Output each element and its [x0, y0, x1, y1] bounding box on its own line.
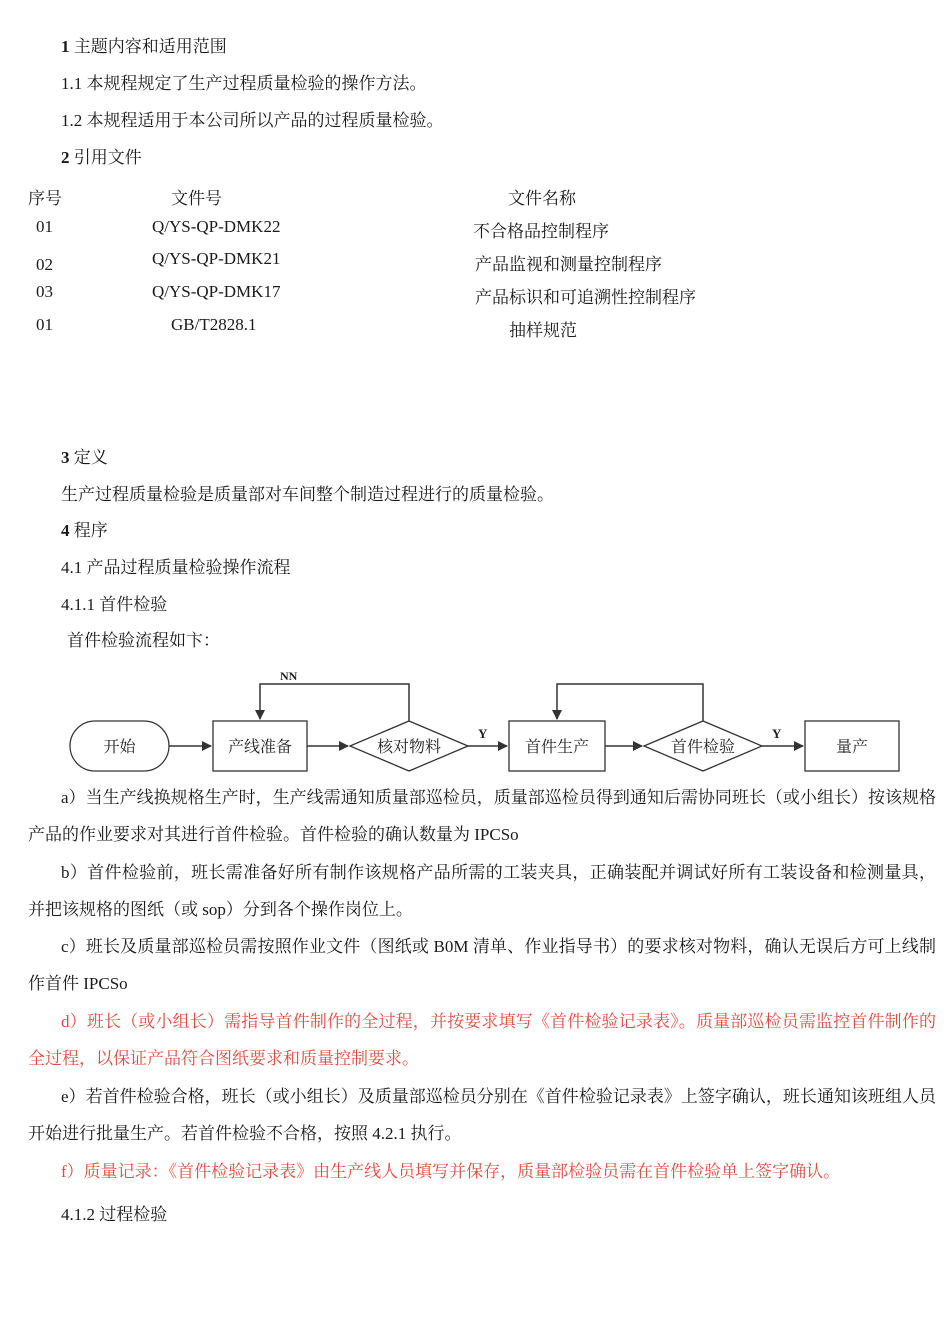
section-title: 定义 — [73, 448, 108, 467]
section-number: 3 — [61, 448, 70, 467]
flow-loop-arrow — [260, 684, 409, 721]
flow-loop-arrow — [557, 684, 703, 721]
clause-4-1-2: 4.1.2 过程检验 — [61, 1205, 168, 1224]
flow-start-label: 开始 — [103, 737, 136, 756]
table-cell-doc-no: Q/YS-QP-DMK17 — [152, 282, 281, 301]
table-cell-no: 01 — [36, 315, 53, 334]
clause-1-1: 1.1 本规程规定了生产过程质量检验的操作方法。 — [61, 74, 427, 93]
section-title: 程序 — [73, 521, 108, 540]
clause-4-1-1: 4.1.1 首件检验 — [61, 595, 168, 614]
section-number: 1 — [61, 37, 70, 56]
flow-intro: 首件检验流程如卞： — [67, 631, 220, 650]
section-number: 4 — [61, 521, 70, 540]
table-cell-no: 01 — [36, 217, 53, 236]
flow-check-material-label: 核对物料 — [376, 737, 442, 756]
table-header-doc-no: 文件号 — [171, 189, 222, 208]
section-number: 2 — [61, 148, 70, 167]
clause-1-2: 1.2 本规程适用于本公司所以产品的过程质量检验。 — [61, 111, 444, 130]
table-cell-doc-no: Q/YS-QP-DMK21 — [152, 249, 281, 268]
table-header-doc-name: 文件名称 — [508, 189, 576, 208]
paragraph-b: b）首件检验前，班长需准备好所有制作该规格产品所需的工装夹具，正确装配并调试好所有工装设备和检测量具，并把该规格的图纸（或 sop）分到各个操作岗位上。 — [28, 863, 936, 919]
flow-mass-label: 量产 — [835, 737, 869, 756]
section-title: 引用文件 — [73, 148, 142, 167]
flow-yes-label: Y — [772, 726, 782, 741]
table-header-no: 序号 — [28, 189, 62, 208]
table-cell-no: 02 — [36, 255, 53, 274]
paragraph-c: c）班长及质量部巡检员需按照作业文件（图纸或 B0M 清单、作业指导书）的要求核对物料，确认无误后方可上线制作首件 IPCSo — [28, 937, 936, 993]
table-cell-doc-name: 抽样规范 — [509, 321, 577, 340]
table-cell-doc-no: Q/YS-QP-DMK22 — [152, 217, 281, 236]
table-cell-no: 03 — [36, 282, 53, 301]
table-cell-doc-no: GB/T2828.1 — [171, 315, 257, 334]
flow-no-label: NN — [280, 669, 298, 683]
table-cell-doc-name: 不合格品控制程序 — [473, 222, 609, 241]
flow-prep-label: 产线准备 — [227, 737, 293, 756]
clause-4-1: 4.1 产品过程质量检验操作流程 — [61, 558, 291, 577]
definition-text: 生产过程质量检验是质量部对车间整个制造过程进行的质量检验。 — [61, 485, 554, 504]
table-cell-doc-name: 产品标识和可追溯性控制程序 — [475, 288, 696, 307]
flow-first-piece-label: 首件生产 — [524, 737, 590, 756]
paragraph-d: d）班长（或小组长）需指导首件制作的全过程，并按要求填写《首件检验记录表》。质量部巡检员需监控首件制作的全过程，以保证产品符合图纸要求和质量控制要求。 — [28, 1012, 936, 1068]
paragraph-f: f）质量记录：《首件检验记录表》由生产线人员填写并保存，质量部检验员需在首件检验单上签字确认。 — [61, 1162, 841, 1181]
table-cell-doc-name: 产品监视和测量控制程序 — [475, 255, 662, 274]
flow-yes-label: Y — [478, 726, 488, 741]
paragraph-a: a）当生产线换规格生产时，生产线需通知质量部巡检员，质量部巡检员得到通知后需协同班长（或小组长）按该规格产品的作业要求对其进行首件检验。首件检验的确认数量为 IPCSo — [28, 788, 936, 844]
flow-first-inspect-label: 首件检验 — [670, 737, 736, 756]
section-title: 主题内容和适用范围 — [73, 37, 227, 56]
paragraph-e: e）若首件检验合格，班长（或小组长）及质量部巡检员分别在《首件检验记录表》上签字确认，班长通知该班组人员开始进行批量生产。若首件检验不合格，按照 4.2.1 执行。 — [28, 1087, 936, 1143]
